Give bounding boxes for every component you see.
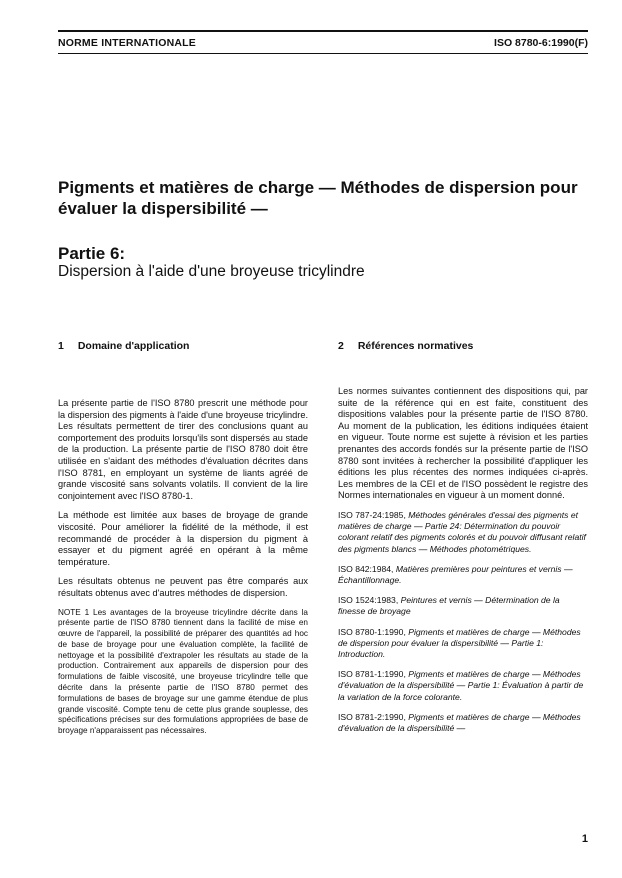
reference-code: ISO 8780-1:1990,	[338, 626, 406, 637]
reference-title: Peintures et vernis — Détermination de la finesse de broyage	[338, 595, 560, 617]
reference-title: Pigments et matières de charge — Méthodes d'évaluation de la dispersibilité —	[338, 711, 581, 733]
header-bottom-rule	[58, 53, 588, 54]
reference-code: ISO 8781-1:1990,	[338, 669, 406, 680]
reference-item	[338, 627, 588, 661]
reference-item	[338, 595, 588, 617]
reference-title: Pigments et matières de charge — Méthodes d'évaluation de la dispersibilité — Partie 1: Évaluation à partir de la variation de la force colorante.	[338, 669, 584, 702]
page-number: 1	[581, 833, 588, 845]
right-column	[338, 340, 588, 743]
header-document-type: NORME INTERNATIONALE	[58, 37, 196, 49]
part-label: Partie 6:	[58, 244, 126, 263]
reference-title: Matières premières pour peintures et vernis — Échantillonnage.	[338, 563, 573, 585]
reference-code: ISO 842:1984,	[338, 563, 394, 574]
reference-item	[338, 669, 588, 703]
section-1-number: 1	[58, 340, 64, 352]
reference-code: ISO 8781-2:1990,	[338, 711, 406, 722]
reference-title: Pigments et matières de charge — Méthodes de dispersion pour évaluer la dispersibilité — Partie 1: Introduction.	[338, 626, 581, 659]
reference-item	[338, 510, 588, 555]
section-2-title: Références normatives	[357, 340, 474, 352]
left-column	[58, 340, 308, 737]
scope-paragraph-3: Les résultats obtenus ne peuvent pas être comparés aux résultats obtenus avec d'autres méthodes de dispersion.	[58, 576, 308, 598]
reference-item	[338, 564, 588, 586]
reference-code: ISO 787-24:1985,	[338, 509, 406, 520]
scope-paragraph-2: La méthode est limitée aux bases de broyage de grande viscosité. Pour améliorer la fidélité de la méthode, il est recommandé de procéder à la dispersion du pigment à essayer et du pigment agréé en opérant à la même température.	[58, 510, 308, 567]
reference-item	[338, 712, 588, 734]
scope-paragraph-1: La présente partie de l'ISO 8780 prescrit une méthode pour la dispersion des pigments à l'aide d'une broyeuse tricylindre. Les résultats permettent de tirer des conclusions quant au comportement des produits lorsqu'ils sont dispersés au stade de la production. La présente partie de l'ISO 8780 doit être utilisée en s'aidant des méthodes d'évaluation décrites dans l'ISO 8781, en employant un système de liants agréé de grande viscosité sans solvants volatils. Il convient de la lire conjointement avec l'ISO 8780-1.	[58, 398, 308, 501]
header-top-rule	[58, 30, 588, 32]
section-1-title: Domaine d'application	[77, 340, 190, 352]
reference-code: ISO 1524:1983,	[338, 595, 399, 606]
reference-title: Méthodes générales d'essai des pigments et matières de charge — Partie 24: Détermination du pouvoir colorant relatif des pigments colorés et du pouvoir diffusant relatif des pigments blancs — Méthodes photométriques.	[338, 509, 586, 554]
header-standard-number: ISO 8780-6:1990(F)	[494, 37, 588, 49]
section-2-number: 2	[338, 340, 344, 352]
section-2-heading	[338, 340, 588, 354]
section-1-heading	[58, 340, 308, 354]
references-intro: Les normes suivantes contiennent des dispositions qui, par suite de la référence qui en est faite, constituent des dispositions valables pour la présente partie de l'ISO 8780. Au moment de la publication, les éditions indiquées étaient en vigueur. Toute norme est sujette à révision et les parties prenantes des accords fondés sur la présente partie de l'ISO 8780 sont invitées à rechercher la possibilité d'appliquer les éditions les plus récentes des normes indiquées ci-après. Les membres de la CEI et de l'ISO possèdent le registre des Normes internationales en vigueur à un moment donné.	[338, 386, 588, 501]
document-title: Pigments et matières de charge — Méthodes de dispersion pour évaluer la dispersibilité —	[58, 178, 578, 218]
note-1: NOTE 1 Les avantages de la broyeuse tricylindre décrite dans la présente partie de l'ISO 8780 tiennent dans la facilité de mise en œuvre de l'appareil, la possibilité de préparer des quantités ad hoc de base de broyage pour une évaluation complète, la facilité de nettoyage et la possibilité d'extrapoler les résultats au stade de la production. Contrairement aux appareils de dispersion pour des formulations de faible viscosité, une broyeuse tricylindre telle que décrite dans la présente partie de l'ISO 8780 permet des formulations de bases de broyage sur une gamme étendue de plus grande viscosité. Compte tenu de cette plus grande souplesse, des spécifications précises sur des formulations appropriées de base de broyage n'apparaissent pas nécessaires.	[58, 607, 308, 736]
part-subtitle: Dispersion à l'aide d'une broyeuse tricylindre	[58, 263, 365, 280]
